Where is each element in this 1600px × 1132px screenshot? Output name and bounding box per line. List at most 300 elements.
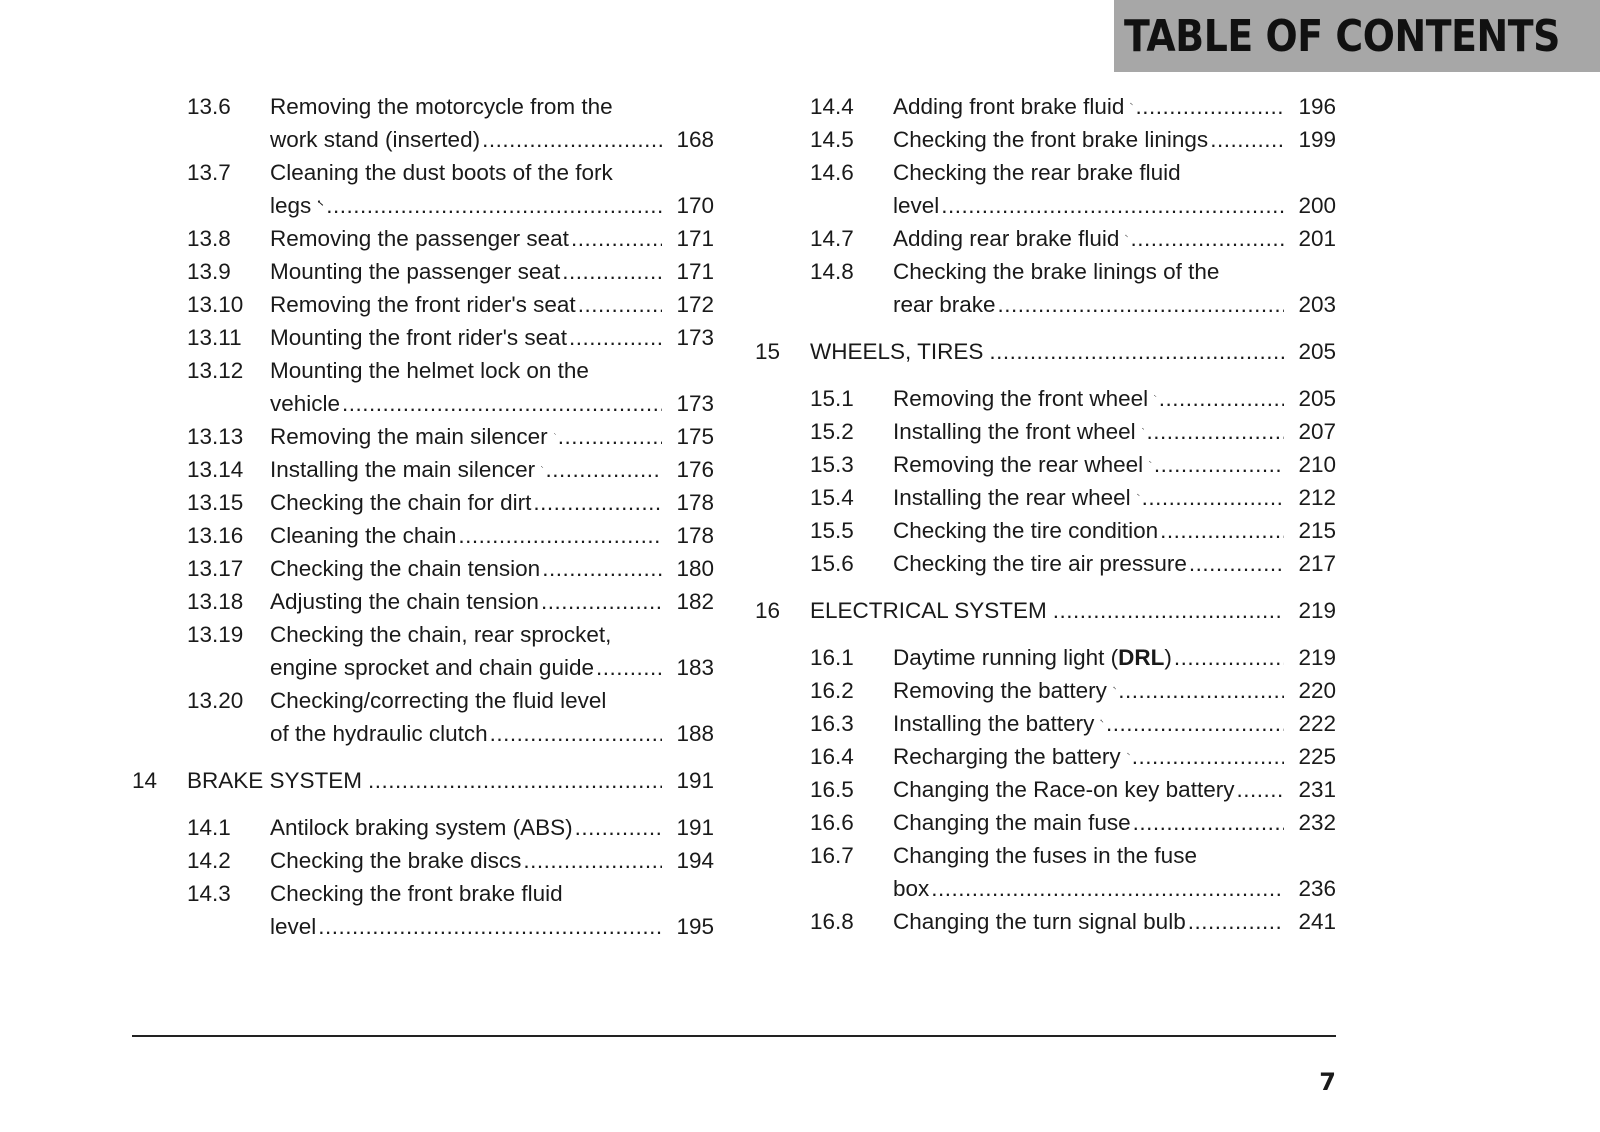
section-number: 13.15 xyxy=(187,490,244,515)
section-title-line xyxy=(270,354,714,387)
section-title-line xyxy=(270,618,714,651)
toc-section-entry xyxy=(755,839,1336,905)
section-title-line xyxy=(270,910,714,943)
section-title-text: Checking the rear brake fluid xyxy=(893,160,1181,185)
section-title-line xyxy=(893,872,1336,905)
page-reference: 170 xyxy=(676,193,714,218)
section-title-line xyxy=(893,415,1336,448)
section-title-text: Checking/correcting the fluid level xyxy=(270,688,607,713)
page-reference: 191 xyxy=(676,768,714,793)
section-title-line xyxy=(270,811,714,844)
toc-section-entry xyxy=(755,222,1336,255)
section-title-line xyxy=(270,156,714,189)
toc-section-entry xyxy=(755,547,1336,580)
toc-section-entry xyxy=(132,552,714,585)
section-title-text: Checking the brake discs xyxy=(270,848,522,873)
page-reference: 176 xyxy=(676,457,714,482)
section-title-text: Removing the rear wheel xyxy=(893,452,1144,477)
wrench-icon xyxy=(1130,94,1133,114)
chapter-number: 14 xyxy=(132,768,158,793)
toc-section-entry xyxy=(132,811,714,844)
dot-leader xyxy=(562,255,662,288)
toc-section-entry xyxy=(755,806,1336,839)
section-title-text: Removing the front rider's seat xyxy=(270,292,576,317)
dot-leader xyxy=(1132,740,1284,773)
section-number: 13.7 xyxy=(187,160,231,185)
page-title: TABLE OF CONTENTS xyxy=(1123,10,1560,62)
section-body xyxy=(893,773,1336,806)
section-title-text: Checking the front brake fluid xyxy=(270,881,563,906)
section-body xyxy=(893,547,1336,580)
toc-section-entry xyxy=(132,321,714,354)
section-title-line xyxy=(893,156,1336,189)
toc-section-entry xyxy=(132,453,714,486)
dot-leader xyxy=(998,288,1284,321)
page-reference: 180 xyxy=(676,556,714,581)
dot-leader xyxy=(342,387,662,420)
page-reference: 220 xyxy=(1298,678,1336,703)
section-title-line xyxy=(270,877,714,910)
page-reference: 231 xyxy=(1298,777,1336,802)
section-title-text: engine sprocket and chain guide xyxy=(270,655,594,680)
page-reference: 219 xyxy=(1298,645,1336,670)
wrench-icon xyxy=(554,424,556,444)
section-number: 13.20 xyxy=(187,688,244,713)
section-title-text: Installing the battery xyxy=(893,711,1095,736)
toc-section-entry xyxy=(132,354,714,420)
section-number: 13.13 xyxy=(187,424,244,449)
section-body xyxy=(270,877,714,943)
section-title-line xyxy=(893,839,1336,872)
footer-rule xyxy=(132,1035,1336,1037)
toc-section-entry xyxy=(755,905,1336,938)
toc-section-entry xyxy=(755,481,1336,514)
section-body xyxy=(270,321,714,354)
section-title-text: of the hydraulic clutch xyxy=(270,721,488,746)
dot-leader xyxy=(571,222,662,255)
toc-section-entry xyxy=(132,288,714,321)
section-title-text: Mounting the helmet lock on the xyxy=(270,358,589,383)
section-title-text: Adding rear brake fluid xyxy=(893,226,1120,251)
dot-leader xyxy=(1154,448,1284,481)
section-body xyxy=(270,519,714,552)
section-number: 14.6 xyxy=(810,160,854,185)
toc-section-entry xyxy=(132,618,714,684)
section-number: 13.17 xyxy=(187,556,244,581)
section-title-line xyxy=(893,288,1336,321)
chapter-number: 16 xyxy=(755,598,781,623)
section-title-line xyxy=(893,448,1336,481)
page-reference: 232 xyxy=(1298,810,1336,835)
dot-leader xyxy=(368,764,662,797)
dot-leader xyxy=(546,453,662,486)
section-body xyxy=(270,354,714,420)
section-body xyxy=(893,382,1336,415)
section-body xyxy=(893,415,1336,448)
toc-section-entry xyxy=(132,585,714,618)
section-number: 14.3 xyxy=(187,881,231,906)
section-body xyxy=(270,844,714,877)
chapter-number: 15 xyxy=(755,339,781,364)
section-title-line xyxy=(270,651,714,684)
section-number: 15.1 xyxy=(810,386,854,411)
section-title-line xyxy=(270,552,714,585)
dot-leader xyxy=(569,321,662,354)
section-title-text: work stand (inserted) xyxy=(270,127,481,152)
toc-section-entry xyxy=(132,877,714,943)
section-number: 15.2 xyxy=(810,419,854,444)
toc-section-entry xyxy=(755,156,1336,222)
section-number: 14.5 xyxy=(810,127,854,152)
wrench-icon xyxy=(317,193,324,213)
dot-leader xyxy=(1236,773,1284,806)
dot-leader xyxy=(1188,905,1284,938)
section-title-text: Antilock braking system (ABS) xyxy=(270,815,573,840)
section-body xyxy=(270,618,714,684)
section-title-text: Removing the passenger seat xyxy=(270,226,569,251)
section-number: 16.2 xyxy=(810,678,854,703)
section-number: 16.1 xyxy=(810,645,854,670)
section-number: 13.9 xyxy=(187,259,231,284)
section-body xyxy=(893,806,1336,839)
section-number: 16.4 xyxy=(810,744,854,769)
section-title-line xyxy=(893,90,1336,123)
page-reference: 173 xyxy=(676,325,714,350)
section-number: 13.8 xyxy=(187,226,231,251)
section-title-line xyxy=(893,773,1336,806)
section-title-text: Daytime running light ( xyxy=(893,645,1119,670)
wrench-icon xyxy=(541,457,543,477)
section-number: 16.5 xyxy=(810,777,854,802)
section-number: 14.1 xyxy=(187,815,231,840)
section-title-text: vehicle xyxy=(270,391,341,416)
toc-section-entry xyxy=(132,255,714,288)
dot-leader xyxy=(1189,547,1284,580)
section-title-line xyxy=(270,684,714,717)
dot-leader xyxy=(989,335,1284,368)
section-body xyxy=(270,453,714,486)
toc-section-entry xyxy=(755,707,1336,740)
dot-leader xyxy=(1133,806,1284,839)
dot-leader xyxy=(596,651,662,684)
section-title-text: Changing the fuses in the fuse xyxy=(893,843,1197,868)
section-number: 13.18 xyxy=(187,589,244,614)
section-body xyxy=(270,156,714,222)
section-title-text: Installing the rear wheel xyxy=(893,485,1131,510)
dot-leader xyxy=(1131,222,1284,255)
page-reference: 178 xyxy=(676,490,714,515)
page-reference: 241 xyxy=(1298,909,1336,934)
wrench-icon xyxy=(1137,485,1140,505)
section-number: 14.4 xyxy=(810,94,854,119)
page-reference: 217 xyxy=(1298,551,1336,576)
section-title-text: Checking the chain, rear sprocket, xyxy=(270,622,612,647)
section-body xyxy=(893,674,1336,707)
section-body xyxy=(893,514,1336,547)
section-title-text: level xyxy=(893,193,940,218)
section-title-line xyxy=(893,740,1336,773)
section-body xyxy=(270,420,714,453)
section-title-suffix: ) xyxy=(1164,645,1172,670)
section-title-text: Installing the main silencer xyxy=(270,457,536,482)
section-title-text: Checking the chain for dirt xyxy=(270,490,532,515)
page-reference: 178 xyxy=(676,523,714,548)
section-number: 15.3 xyxy=(810,452,854,477)
toc-section-entry xyxy=(755,382,1336,415)
dot-leader xyxy=(1146,415,1284,448)
toc-section-entry xyxy=(132,90,714,156)
section-body xyxy=(270,222,714,255)
header-banner xyxy=(1114,0,1600,72)
page-reference: 203 xyxy=(1298,292,1336,317)
dot-leader xyxy=(575,811,662,844)
toc-chapter-entry xyxy=(132,764,714,797)
dot-leader xyxy=(542,552,662,585)
section-body xyxy=(270,684,714,750)
section-title-text: Mounting the front rider's seat xyxy=(270,325,567,350)
section-number: 15.4 xyxy=(810,485,854,510)
section-body xyxy=(270,552,714,585)
section-title-line xyxy=(270,486,714,519)
section-title-line xyxy=(270,123,714,156)
page-reference: 207 xyxy=(1298,419,1336,444)
toc-section-entry xyxy=(132,684,714,750)
section-number: 16.6 xyxy=(810,810,854,835)
chapter-title: WHEELS, TIRES xyxy=(810,339,984,364)
dot-leader xyxy=(490,717,662,750)
section-body xyxy=(893,448,1336,481)
toc-section-entry xyxy=(755,448,1336,481)
page-number: 7 xyxy=(1319,1068,1336,1096)
section-body xyxy=(270,486,714,519)
section-title-line xyxy=(893,707,1336,740)
section-title-line xyxy=(270,222,714,255)
dot-leader xyxy=(1174,641,1284,674)
dot-leader xyxy=(1135,90,1284,123)
page-reference: 171 xyxy=(676,226,714,251)
section-title-text: Removing the battery xyxy=(893,678,1107,703)
page-reference: 210 xyxy=(1298,452,1336,477)
section-title-line xyxy=(270,387,714,420)
toc-section-entry xyxy=(755,90,1336,123)
wrench-icon xyxy=(1154,386,1157,406)
dot-leader xyxy=(931,872,1284,905)
section-title-text: Checking the tire air pressure xyxy=(893,551,1187,576)
page-reference: 200 xyxy=(1298,193,1336,218)
section-title-text: Installing the front wheel xyxy=(893,419,1136,444)
section-number: 13.14 xyxy=(187,457,244,482)
chapter-title: BRAKE SYSTEM xyxy=(187,768,363,793)
section-title-line xyxy=(893,514,1336,547)
section-body xyxy=(893,123,1336,156)
dot-leader xyxy=(458,519,662,552)
section-title-text: legs xyxy=(270,193,312,218)
toc-section-entry xyxy=(755,773,1336,806)
section-title-line xyxy=(893,123,1336,156)
page-reference: 168 xyxy=(676,127,714,152)
toc-section-entry xyxy=(132,222,714,255)
section-title-line xyxy=(893,382,1336,415)
page-reference: 201 xyxy=(1298,226,1336,251)
dot-leader xyxy=(558,420,662,453)
dot-leader xyxy=(1159,382,1284,415)
section-title-text: box xyxy=(893,876,930,901)
dot-leader xyxy=(1053,594,1284,627)
section-title-line xyxy=(893,481,1336,514)
section-body xyxy=(893,641,1336,674)
section-body xyxy=(893,222,1336,255)
section-title-line xyxy=(270,288,714,321)
section-title-text: rear brake xyxy=(893,292,996,317)
toc-section-entry xyxy=(755,255,1336,321)
toc-section-entry xyxy=(755,674,1336,707)
toc-chapter-entry xyxy=(755,594,1336,627)
dot-leader xyxy=(941,189,1284,222)
wrench-icon xyxy=(1113,678,1116,698)
page-reference: 188 xyxy=(676,721,714,746)
section-number: 13.11 xyxy=(187,325,242,350)
section-number: 15.5 xyxy=(810,518,854,543)
wrench-icon xyxy=(1142,419,1145,439)
section-title-text: Checking the tire condition xyxy=(893,518,1159,543)
toc-section-entry xyxy=(132,420,714,453)
section-number: 16.3 xyxy=(810,711,854,736)
section-title-text: Changing the turn signal bulb xyxy=(893,909,1186,934)
dot-leader xyxy=(1160,514,1284,547)
section-title-text: Recharging the battery xyxy=(893,744,1121,769)
page-reference: 171 xyxy=(676,259,714,284)
section-title-line xyxy=(893,222,1336,255)
toc-left-column xyxy=(132,90,714,943)
section-title-line xyxy=(893,547,1336,580)
page-reference: 173 xyxy=(676,391,714,416)
section-title-line xyxy=(893,641,1336,674)
section-title-line xyxy=(270,420,714,453)
section-number: 15.6 xyxy=(810,551,854,576)
wrench-icon xyxy=(1100,711,1104,731)
section-number: 13.6 xyxy=(187,94,231,119)
toc-chapter-entry xyxy=(755,335,1336,368)
section-title-text: Removing the main silencer xyxy=(270,424,548,449)
section-body xyxy=(893,740,1336,773)
page-reference: 199 xyxy=(1298,127,1336,152)
section-title-line xyxy=(270,90,714,123)
section-title-text: Checking the brake linings of the xyxy=(893,259,1220,284)
page-reference: 196 xyxy=(1298,94,1336,119)
dot-leader xyxy=(1142,481,1284,514)
dot-leader xyxy=(541,585,662,618)
section-title-line xyxy=(270,453,714,486)
section-title-line xyxy=(270,255,714,288)
page-reference: 219 xyxy=(1298,598,1336,623)
section-title-text: level xyxy=(270,914,317,939)
section-title-text: Changing the Race-on key battery xyxy=(893,777,1235,802)
dot-leader xyxy=(533,486,662,519)
section-title-line xyxy=(270,844,714,877)
wrench-icon xyxy=(1125,226,1128,246)
section-title-line xyxy=(893,255,1336,288)
section-title-line xyxy=(270,321,714,354)
dot-leader xyxy=(318,910,662,943)
section-title-text: Removing the front wheel xyxy=(893,386,1149,411)
section-body xyxy=(893,707,1336,740)
dot-leader xyxy=(578,288,662,321)
toc-section-entry xyxy=(755,641,1336,674)
page-reference: 175 xyxy=(676,424,714,449)
toc-section-entry xyxy=(132,519,714,552)
section-body xyxy=(893,90,1336,123)
section-body xyxy=(270,288,714,321)
toc-section-entry xyxy=(132,844,714,877)
toc-section-entry xyxy=(132,156,714,222)
section-title-line xyxy=(893,905,1336,938)
page-reference: 183 xyxy=(676,655,714,680)
section-title-text: Removing the motorcycle from the xyxy=(270,94,613,119)
section-title-text: Cleaning the chain xyxy=(270,523,457,548)
page-reference: 205 xyxy=(1298,386,1336,411)
dot-leader xyxy=(523,844,662,877)
dot-leader xyxy=(1210,123,1284,156)
page-reference: 222 xyxy=(1298,711,1336,736)
page-reference: 205 xyxy=(1298,339,1336,364)
section-title-line xyxy=(893,674,1336,707)
section-body xyxy=(893,156,1336,222)
page-reference: 195 xyxy=(676,914,714,939)
section-number: 14.8 xyxy=(810,259,854,284)
toc-section-entry xyxy=(755,514,1336,547)
toc-section-entry xyxy=(755,415,1336,448)
toc-section-entry xyxy=(755,740,1336,773)
section-number: 13.12 xyxy=(187,358,244,383)
page-reference: 225 xyxy=(1298,744,1336,769)
section-body xyxy=(270,811,714,844)
section-title-text: Cleaning the dust boots of the fork xyxy=(270,160,613,185)
toc-right-column xyxy=(755,90,1336,938)
section-body xyxy=(270,585,714,618)
dot-leader xyxy=(326,189,662,222)
section-body xyxy=(893,255,1336,321)
section-title-text: Adjusting the chain tension xyxy=(270,589,539,614)
section-title-text: Changing the main fuse xyxy=(893,810,1131,835)
section-title-line xyxy=(270,585,714,618)
dot-leader xyxy=(482,123,662,156)
section-title-line xyxy=(270,189,714,222)
section-number: 16.8 xyxy=(810,909,854,934)
section-number: 14.7 xyxy=(810,226,854,251)
section-title-line xyxy=(893,806,1336,839)
section-title-line xyxy=(893,189,1336,222)
page-reference: 191 xyxy=(676,815,714,840)
section-title-line xyxy=(270,519,714,552)
dot-leader xyxy=(1118,674,1284,707)
section-title-text: Adding front brake fluid xyxy=(893,94,1125,119)
section-title-text: Mounting the passenger seat xyxy=(270,259,561,284)
section-body xyxy=(893,839,1336,905)
section-number: 13.10 xyxy=(187,292,244,317)
dot-leader xyxy=(1106,707,1284,740)
section-title-text: Checking the chain tension xyxy=(270,556,541,581)
section-title-text: Checking the front brake linings xyxy=(893,127,1209,152)
chapter-title: ELECTRICAL SYSTEM xyxy=(810,598,1047,623)
drl-abbreviation: DRL xyxy=(1118,645,1165,670)
section-number: 16.7 xyxy=(810,843,854,868)
page-reference: 236 xyxy=(1298,876,1336,901)
section-number: 13.16 xyxy=(187,523,244,548)
section-title-line xyxy=(270,717,714,750)
section-body xyxy=(893,481,1336,514)
page-reference: 194 xyxy=(676,848,714,873)
page-reference: 212 xyxy=(1298,485,1336,510)
